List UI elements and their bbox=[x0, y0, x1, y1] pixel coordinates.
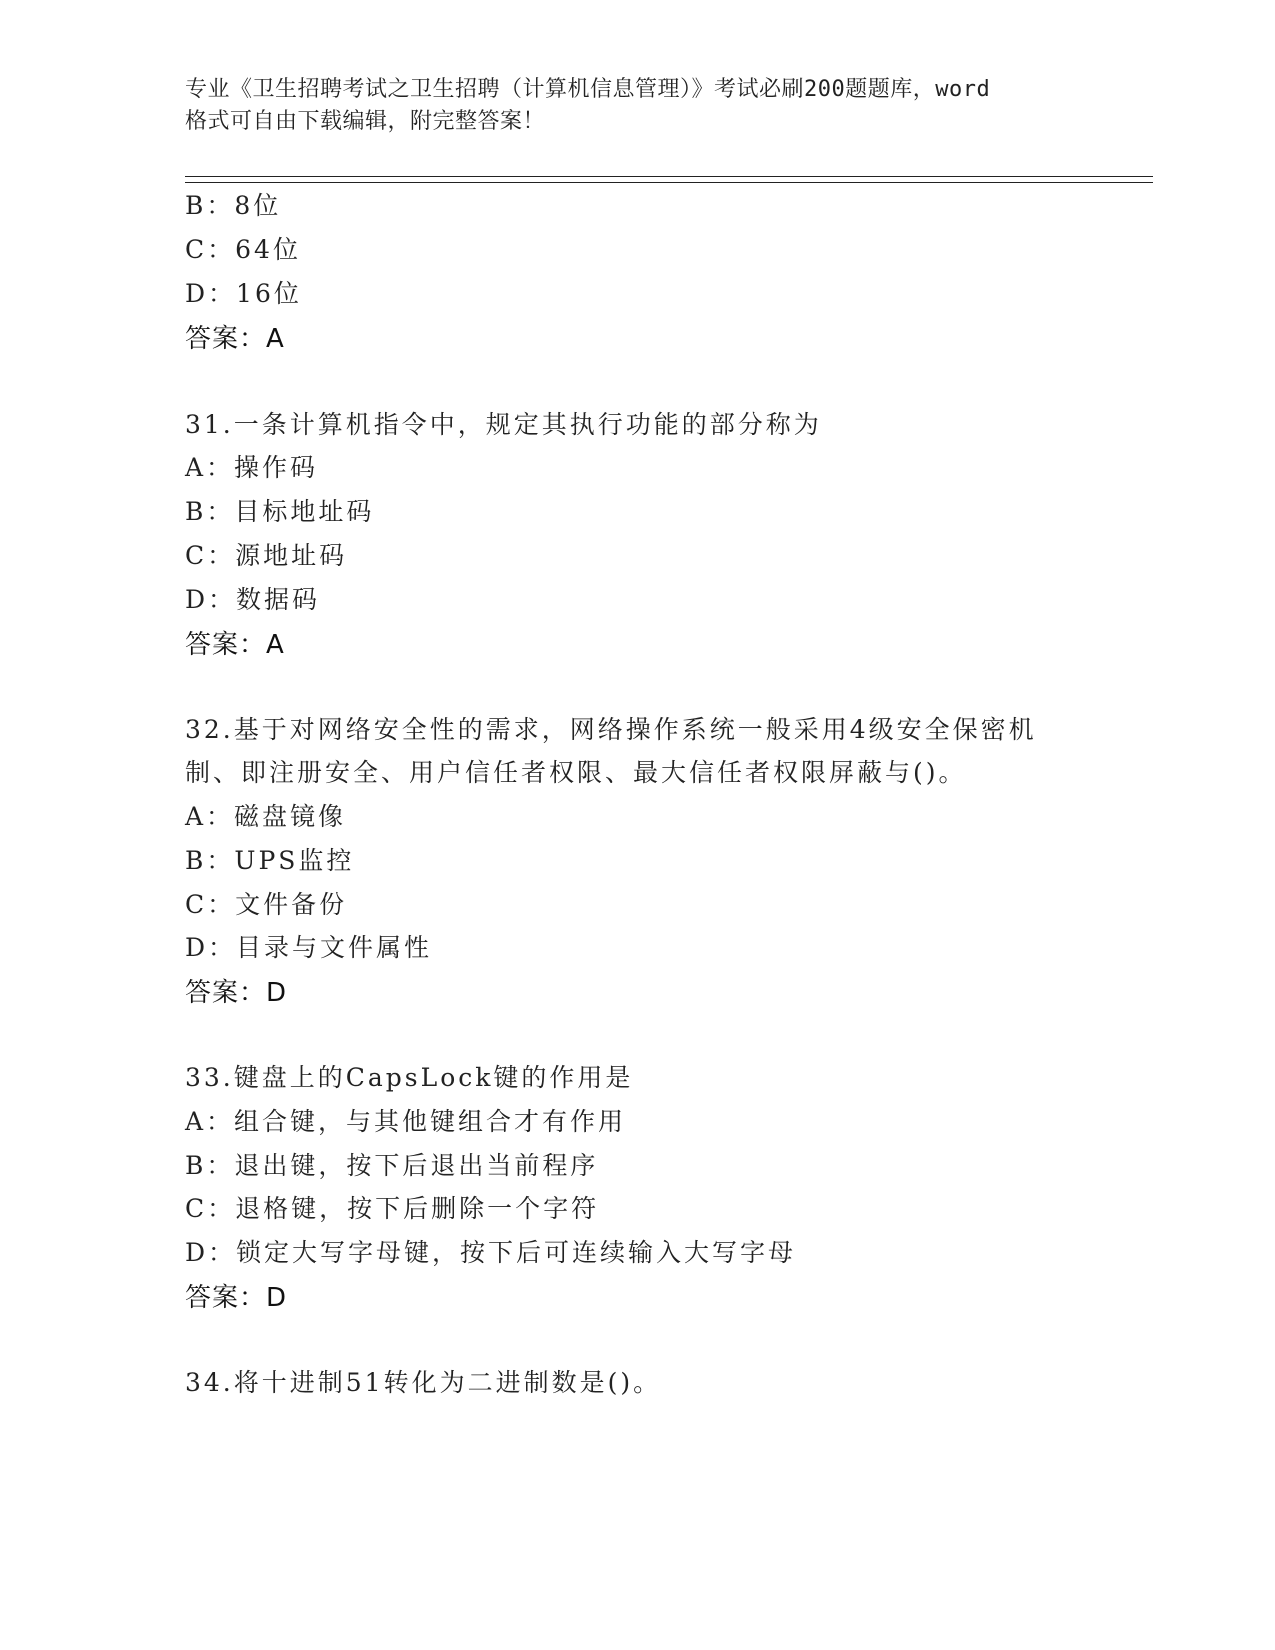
document-header bbox=[185, 74, 1085, 138]
q32-answer: 答案：D bbox=[185, 978, 288, 1008]
q32-stem-line1: 32.基于对网络安全性的需求，网络操作系统一般采用4级安全保密机 bbox=[185, 715, 1037, 744]
header-title-line2: 格式可自由下载编辑，附完整答案！ bbox=[185, 109, 546, 134]
q31-option-c: C：源地址码 bbox=[185, 541, 348, 570]
header-title-line1: 专业《卫生招聘考试之卫生招聘（计算机信息管理）》考试必刷200题题库，word bbox=[185, 77, 991, 102]
prev-option-b: B：8位 bbox=[185, 191, 282, 220]
q32-option-a: A：磁盘镜像 bbox=[185, 802, 347, 831]
q32-option-d: D：目录与文件属性 bbox=[185, 933, 433, 962]
q33-option-c: C：退格键，按下后删除一个字符 bbox=[185, 1194, 600, 1223]
q34-stem: 34.将十进制51转化为二进制数是()。 bbox=[185, 1368, 662, 1397]
q31-stem: 31.一条计算机指令中，规定其执行功能的部分称为 bbox=[185, 410, 822, 439]
q33-option-b: B：退出键，按下后退出当前程序 bbox=[185, 1151, 599, 1180]
q31-option-d: D：数据码 bbox=[185, 585, 321, 614]
q33-option-a: A：组合键，与其他键组合才有作用 bbox=[185, 1107, 627, 1136]
q32-option-c: C：文件备份 bbox=[185, 890, 348, 919]
q33-option-d: D：锁定大写字母键，按下后可连续输入大写字母 bbox=[185, 1238, 797, 1267]
q33-answer: 答案：D bbox=[185, 1283, 288, 1313]
prev-answer: 答案：A bbox=[185, 324, 285, 354]
prev-option-c: C：64位 bbox=[185, 235, 301, 264]
header-rule-bottom bbox=[185, 182, 1153, 183]
header-rule-top bbox=[185, 176, 1153, 177]
q33-stem: 33.键盘上的CapsLock键的作用是 bbox=[185, 1063, 634, 1092]
q31-option-a: A：操作码 bbox=[185, 453, 319, 482]
q31-option-b: B：目标地址码 bbox=[185, 497, 375, 526]
prev-option-d: D：16位 bbox=[185, 279, 302, 308]
q32-option-b: B：UPS监控 bbox=[185, 846, 355, 875]
q32-stem-line2: 制、即注册安全、用户信任者权限、最大信任者权限屏蔽与()。 bbox=[185, 758, 967, 787]
q31-answer: 答案：A bbox=[185, 630, 285, 660]
